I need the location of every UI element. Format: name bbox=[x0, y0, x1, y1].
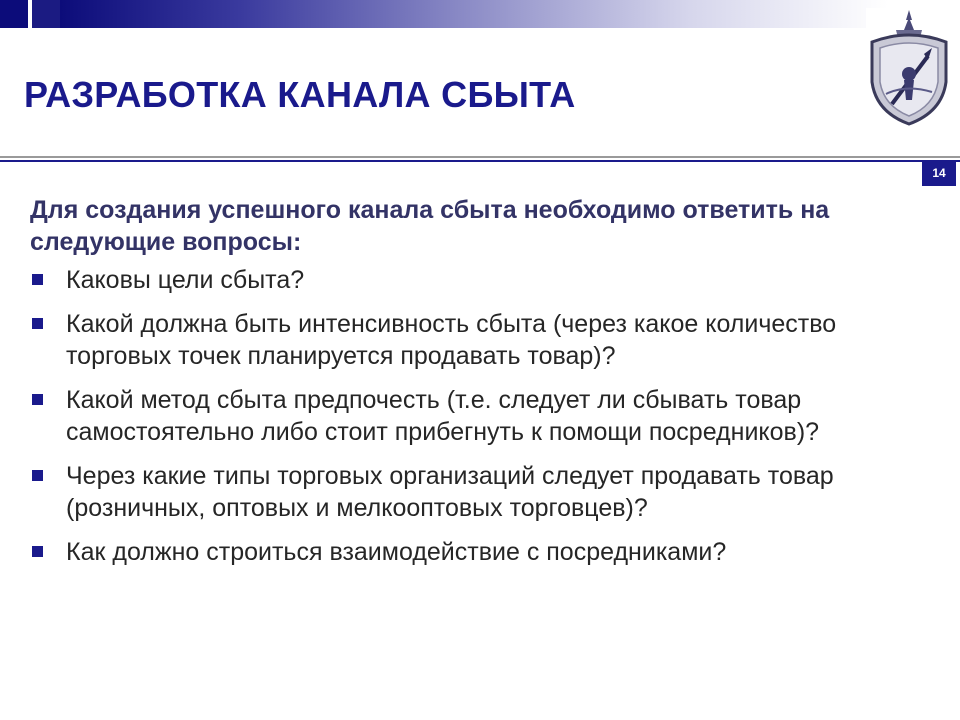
header-block bbox=[0, 0, 28, 28]
list-item-text: Каковы цели сбыта? bbox=[66, 266, 305, 294]
title-divider-accent bbox=[0, 160, 960, 162]
header-block bbox=[32, 0, 60, 28]
list-item bbox=[30, 308, 930, 372]
bullet-square-icon bbox=[32, 274, 43, 285]
slide-title: РАЗРАБОТКА КАНАЛА СБЫТА bbox=[24, 74, 576, 115]
list-item-text: Какой метод сбыта предпочесть (т.е. следует ли сбывать товар самостоятельно либо стоит прибегнуть к помощи посредников)? bbox=[66, 386, 820, 446]
list-item bbox=[30, 384, 930, 448]
header-fade bbox=[60, 0, 960, 28]
list-item-text: Как должно строиться взаимодействие с посредниками? bbox=[66, 538, 727, 566]
list-item-text: Через какие типы торговых организаций следует продавать товар (розничных, оптовых и мелкооптовых торговцев)? bbox=[66, 462, 834, 522]
list-item bbox=[30, 264, 930, 296]
bullet-square-icon bbox=[32, 546, 43, 557]
intro-text: Для создания успешного канала сбыта необходимо ответить на следующие вопросы: bbox=[30, 196, 830, 256]
slide-number: 14 bbox=[922, 160, 956, 186]
slide-body bbox=[30, 194, 930, 580]
list-item bbox=[30, 536, 930, 568]
bullet-square-icon bbox=[32, 394, 43, 405]
title-divider bbox=[0, 156, 960, 158]
university-shield-emblem-icon bbox=[866, 8, 952, 128]
bullet-square-icon bbox=[32, 470, 43, 481]
bullet-square-icon bbox=[32, 318, 43, 329]
header-gradient-bar bbox=[0, 0, 960, 28]
list-item-text: Какой должна быть интенсивность сбыта (через какое количество торговых точек планируется продавать товар)? bbox=[66, 310, 837, 370]
list-item bbox=[30, 460, 930, 524]
bullet-list bbox=[30, 264, 930, 568]
